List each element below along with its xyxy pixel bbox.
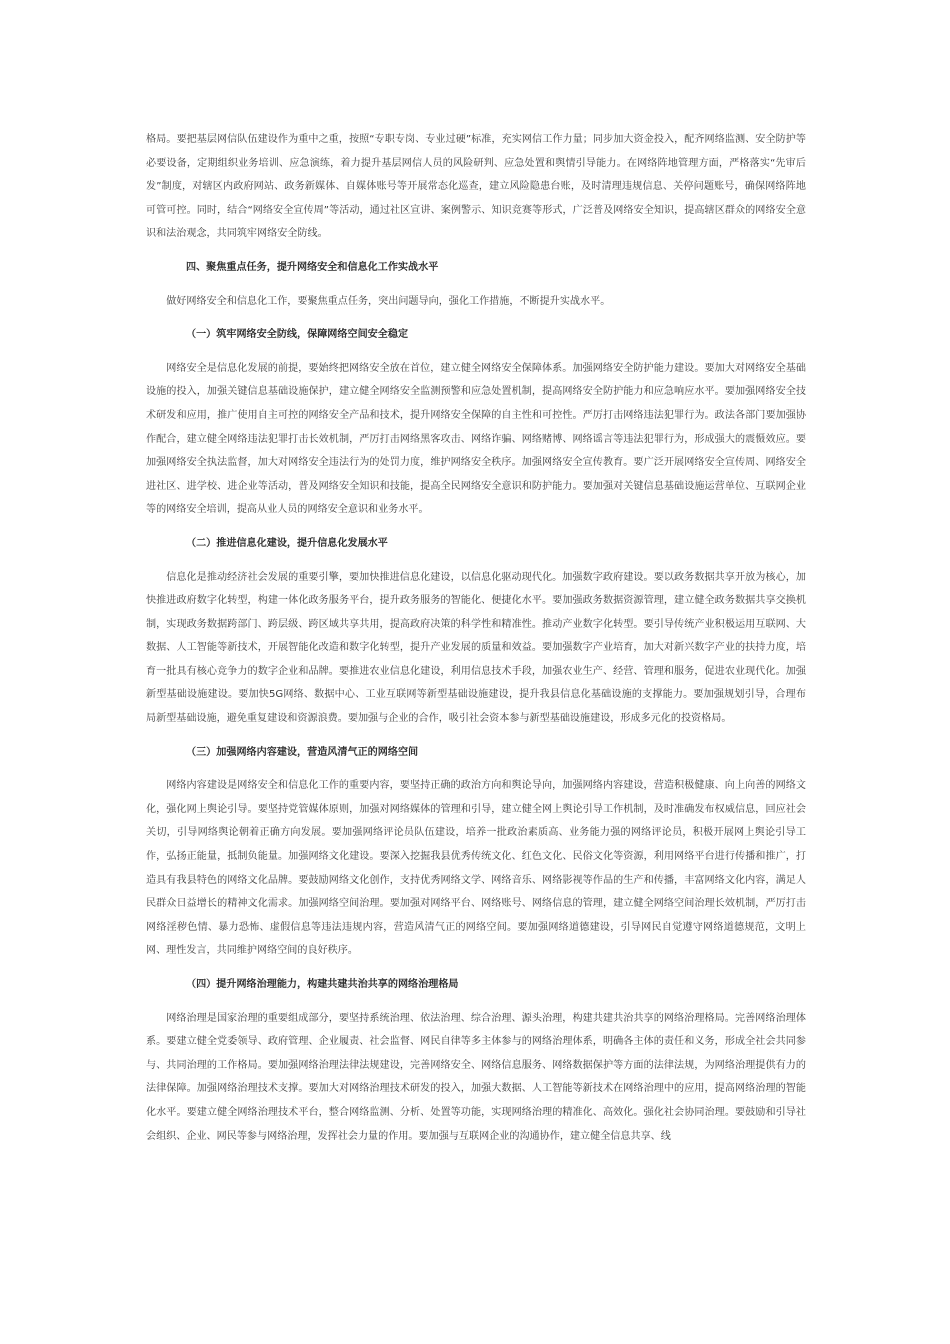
subsection-3-body: 网络内容建设是网络安全和信息化工作的重要内容，要坚持正确的政治方向和舆论导向，加强网络内容建设，营造积极健康、向上向善的网络文化，强化网上舆论引导。要坚持党管媒体原则，加强对网络媒体的管理和引导，建立健全网上舆论引导工作机制，及时准确发布权威信息，回应社会关切，引导网络舆论朝着正确方向发展。要加强网络评论员队伍建设，培养一批政治素质高、业务能力强的网络评论员，积极开展网上舆论引导工作，弘扬正能量，抵制负能量。加强网络文化建设。要深入挖掘我县优秀传统文化、红色文化、民俗文化等资源，利用网络平台进行传播和推广，打造具有我县特色的网络文化品牌。要鼓励网络文化创作，支持优秀网络文学、网络音乐、网络影视等作品的生产和传播，丰富网络文化内容，满足人民群众日益增长的精神文化需求。加强网络空间治理。要加强对网络平台、网络账号、网络信息的管理，建立健全网络空间治理长效机制，严厉打击网络淫秽色情、暴力恐怖、虚假信息等违法违规内容，营造风清气正的网络空间。要加强网络道德建设，引导网民自觉遵守网络道德规范，文明上网、理性发言，共同维护网络空间的良好秩序。 bbox=[146, 780, 806, 957]
subsection-heading-3: （三）加强网络内容建设，营造风清气正的网络空间 bbox=[186, 746, 419, 758]
subsection-4-body: 网络治理是国家治理的重要组成部分，要坚持系统治理、依法治理、综合治理、源头治理，构建共建共治共享的网络治理格局。完善网络治理体系。要建立健全党委领导、政府管理、企业履责、社会监督、网民自律等多主体参与的网络治理体系，明确各主体的责任和义务，形成全社会共同参与、共同治理的工作格局。要加强网络治理法律法规建设，完善网络安全、网络信息服务、网络数据保护等方面的法律法规，为网络治理提供有力的法律保障。加强网络治理技术支撑。要加大对网络治理技术研发的投入，加强大数据、人工智能等新技术在网络治理中的应用，提高网络治理的智能化水平。要建立健全网络治理技术平台，整合网络监测、分析、处置等功能，实现网络治理的精准化、高效化。强化社会协同治理。要鼓励和引导社会组织、企业、网民等参与网络治理，发挥社会力量的作用。要加强与互联网企业的沟通协作，建立健全信息共享、线 bbox=[146, 1012, 806, 1142]
document-body bbox=[146, 128, 806, 1148]
subsection-heading-4: （四）提升网络治理能力，构建共建共治共享的网络治理格局 bbox=[186, 979, 459, 990]
intro-paragraph: 格局。要把基层网信队伍建设作为重中之重，按照“专职专岗、专业过硬”标准，充实网信工作力量；同步加大资金投入，配齐网络监测、安全防护等必要设备，定期组织业务培训、应急演练，着力提升基层网信人员的风险研判、应急处置和舆情引导能力。在网络阵地管理方面，严格落实“先审后发”制度，对辖区内政府网站、政务新媒体、自媒体账号等开展常态化巡查，建立风险隐患台账，及时清理违规信息、关停问题账号，确保网络阵地可管可控。同时，结合“网络安全宣传周”等活动，通过社区宣讲、案例警示、知识竞赛等形式，广泛普及网络安全知识，提高辖区群众的网络安全意识和法治观念，共同筑牢网络安全防线。 bbox=[146, 134, 806, 240]
subsection-1-body: 网络安全是信息化发展的前提，要始终把网络安全放在首位，建立健全网络安全保障体系。加强网络安全防护能力建设。要加大对网络安全基础设施的投入，加强关键信息基础设施保护，建立健全网络安全监测预警和应急处置机制，提高网络安全防护能力和应急响应水平。要加强网络安全技术研发和应用，推广使用自主可控的网络安全产品和技术，提升网络安全保障的自主性和可控性。严厉打击网络违法犯罪行为。政法各部门要加强协作配合，建立健全网络违法犯罪打击长效机制，严厉打击网络黑客攻击、网络诈骗、网络赌博、网络谣言等违法犯罪行为，形成强大的震慑效应。要加强网络安全执法监督，加大对网络安全违法行为的处罚力度，维护网络安全秩序。加强网络安全宣传教育。要广泛开展网络安全宣传周、网络安全进社区、进学校、进企业等活动，普及网络安全知识和技能，提高全民网络安全意识和防护能力。要加强对关键信息基础设施运营单位、互联网企业等的网络安全培训，提高从业人员的网络安全意识和业务水平。 bbox=[146, 362, 806, 516]
subsection-2-body: 信息化是推动经济社会发展的重要引擎，要加快推进信息化建设，以信息化驱动现代化。加强数字政府建设。要以政务数据共享开放为核心，加快推进政府数字化转型，构建一体化政务服务平台，提升政务服务的智能化、便捷化水平。要加强政务数据资源管理，建立健全政务数据共享交换机制，实现政务数据跨部门、跨层级、跨区域共享共用，提高政府决策的科学性和精准性。推动产业数字化转型。要引导传统产业积极运用互联网、大数据、人工智能等新技术，开展智能化改造和数字化转型，提升产业发展的质量和效益。要加强数字产业培育，加大对新兴数字产业的扶持力度，培育一批具有核心竞争力的数字企业和品牌。要推进农业信息化建设，利用信息技术手段，加强农业生产、经营、管理和服务，促进农业现代化。加强新型基础设施建设。要加快5G网络、数据中心、工业互联网等新型基础设施建设，提升我县信息化基础设施的支撑能力。要加强规划引导，合理布局新型基础设施，避免重复建设和资源浪费。要加强与企业的合作，吸引社会资本参与新型基础设施建设，形成多元化的投资格局。 bbox=[146, 571, 806, 725]
section-heading-4: 四、聚焦重点任务，提升网络安全和信息化工作实战水平 bbox=[186, 261, 439, 273]
subsection-heading-2: （二）推进信息化建设，提升信息化发展水平 bbox=[186, 537, 388, 549]
section-4-intro: 做好网络安全和信息化工作，要聚焦重点任务，突出问题导向，强化工作措施，不断提升实战水平。 bbox=[166, 295, 611, 307]
subsection-heading-1: （一）筑牢网络安全防线，保障网络空间安全稳定 bbox=[186, 329, 409, 341]
